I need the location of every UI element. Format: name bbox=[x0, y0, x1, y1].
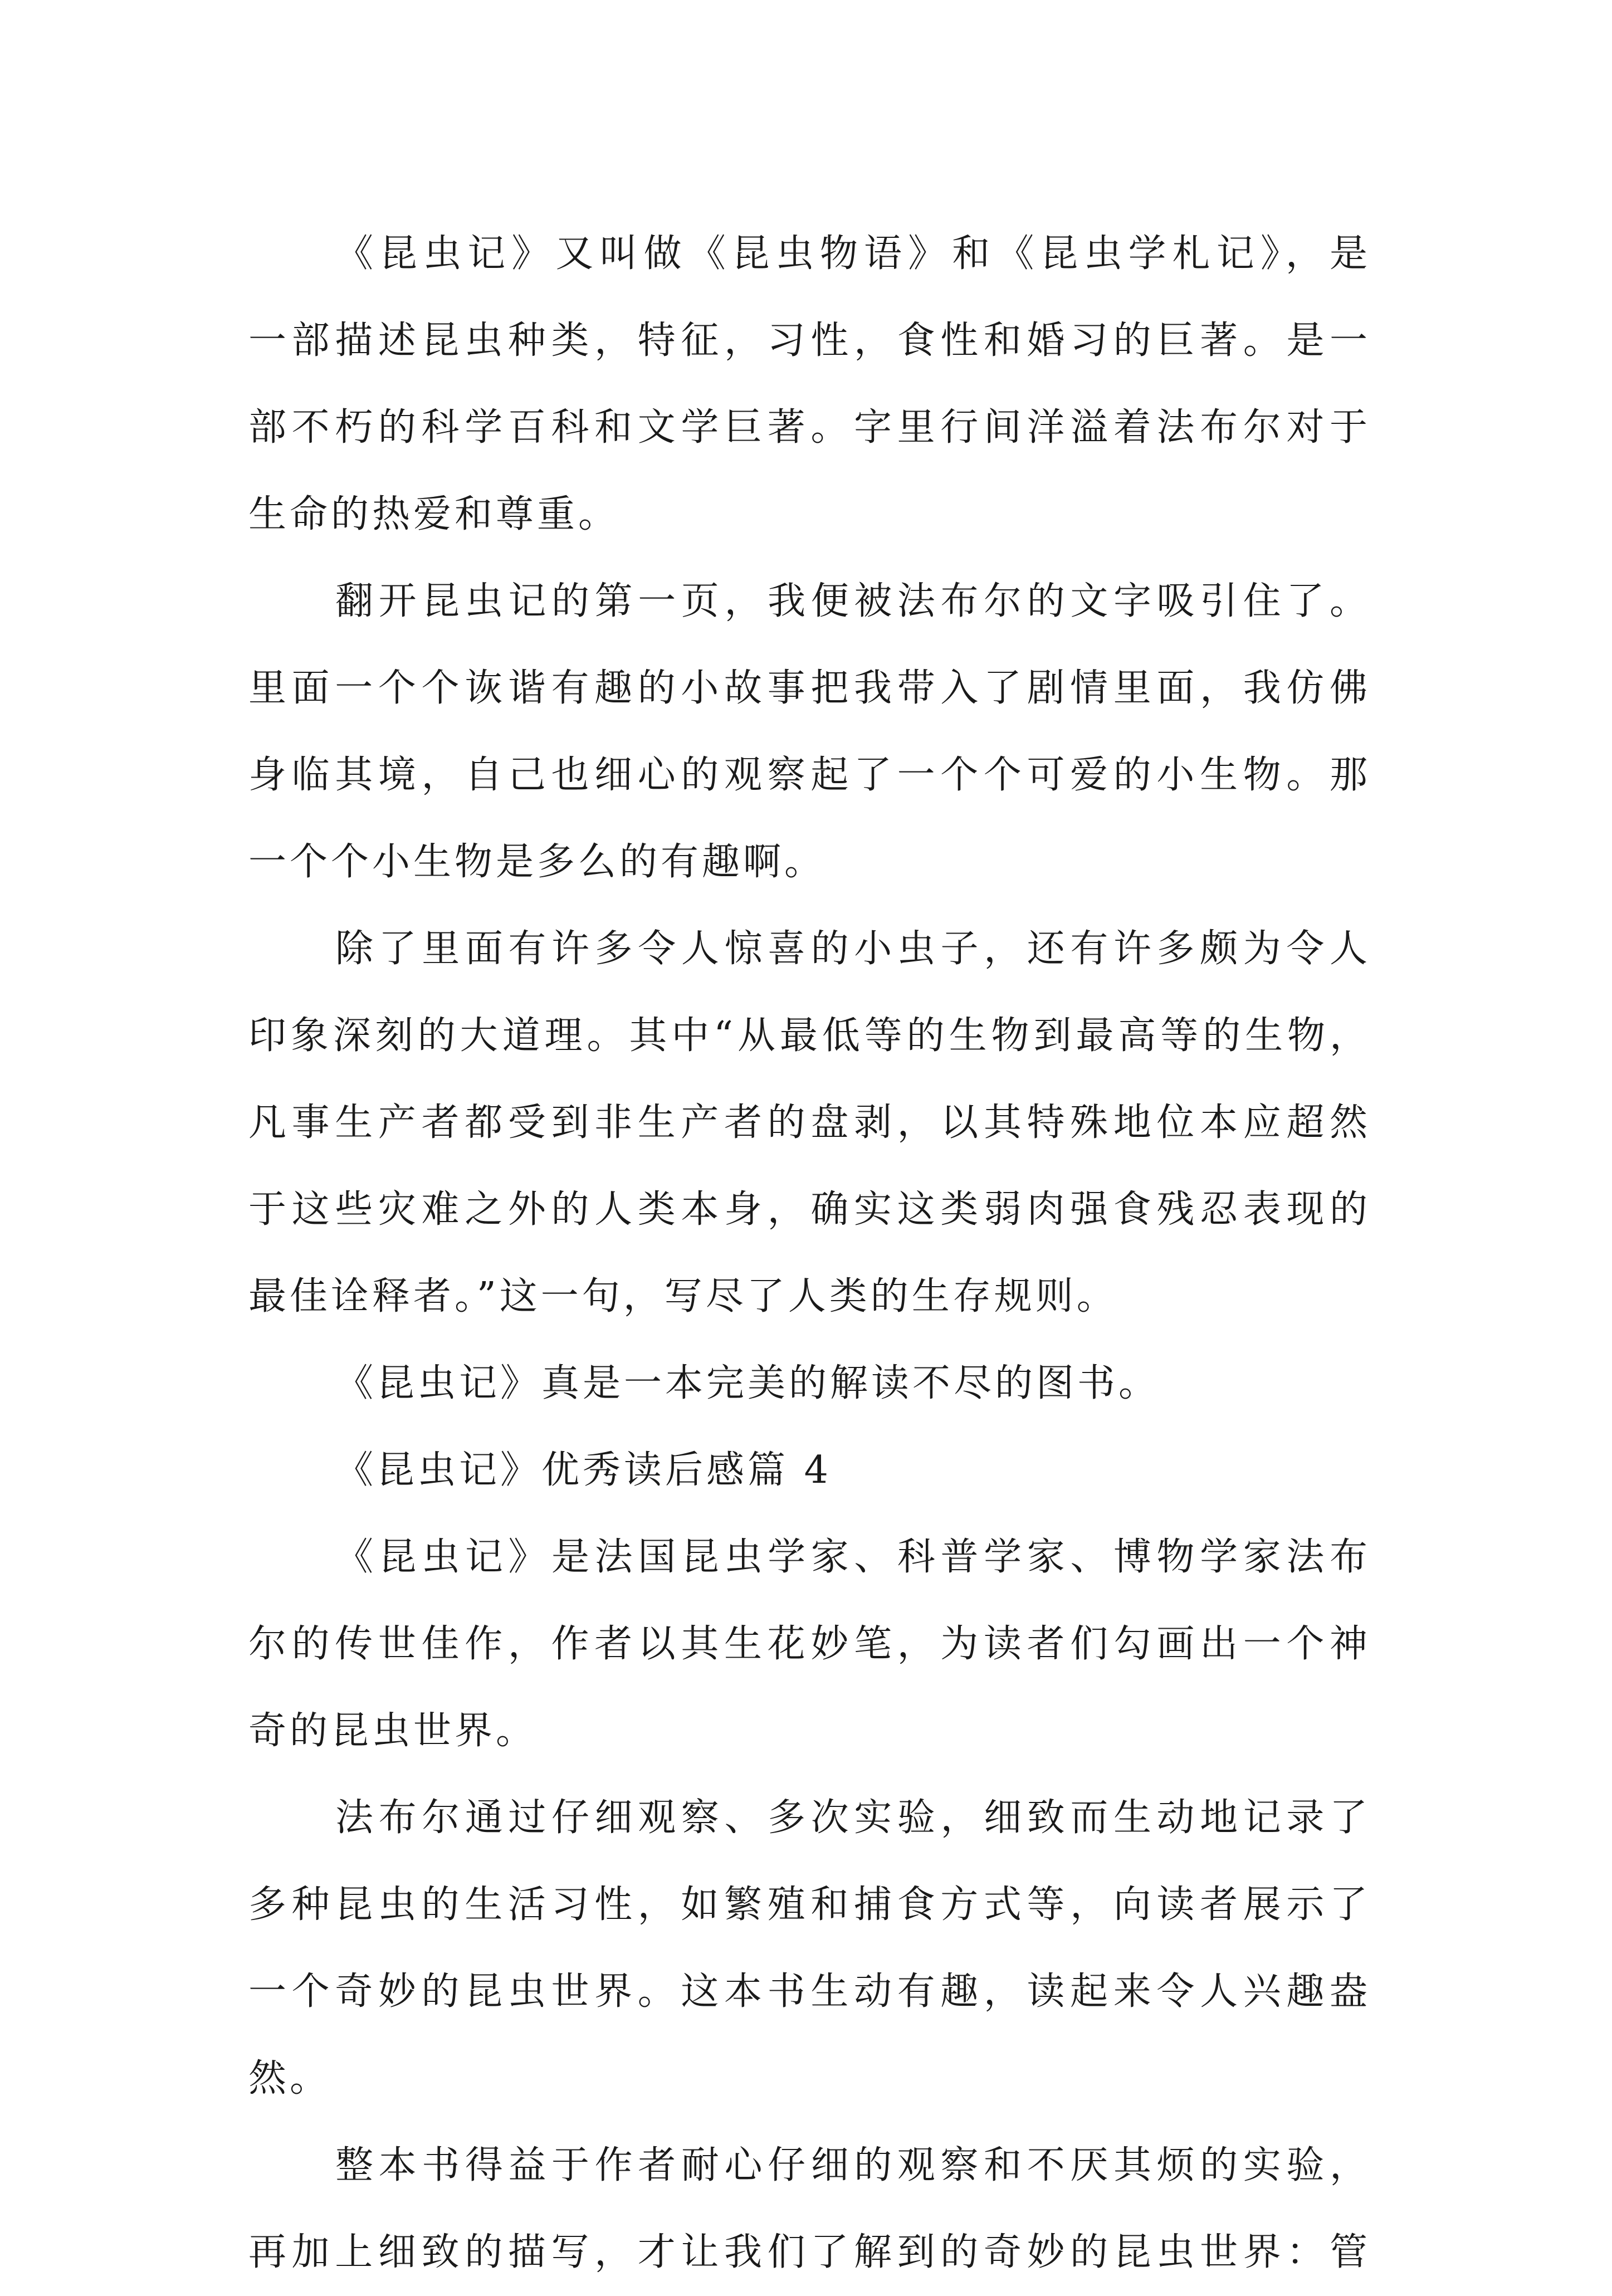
text-line: 除了里面有许多令人惊喜的小虫子，还有许多颇为令人 bbox=[335, 927, 1371, 971]
text-line: 印象深刻的大道理。其中“从最低等的生物到最高等的生物， bbox=[248, 1014, 1371, 1058]
text-line: 里面一个个诙谐有趣的小故事把我带入了剧情里面，我仿佛 bbox=[248, 666, 1371, 710]
text-line: 然。 bbox=[248, 2056, 331, 2100]
text-line: 于这些灾难之外的人类本身，确实这类弱肉强食残忍表现的 bbox=[248, 1188, 1371, 1232]
text-line: 奇的昆虫世界。 bbox=[248, 1709, 538, 1753]
text-line: 最佳诠释者。”这一句，写尽了人类的生存规则。 bbox=[248, 1274, 1118, 1318]
text-line: 法布尔通过仔细观察、多次实验，细致而生动地记录了 bbox=[335, 1796, 1371, 1840]
text-line: 《昆虫记》是法国昆虫学家、科普学家、博物学家法布 bbox=[335, 1535, 1371, 1579]
text-line: 翻开昆虫记的第一页，我便被法布尔的文字吸引住了。 bbox=[335, 579, 1371, 623]
text-line: 部不朽的科学百科和文学巨著。字里行间洋溢着法布尔对于 bbox=[248, 406, 1371, 450]
text-line: 一个奇妙的昆虫世界。这本书生动有趣，读起来令人兴趣盎 bbox=[248, 1970, 1371, 2014]
text-line: 尔的传世佳作，作者以其生花妙笔，为读者们勾画出一个神 bbox=[248, 1622, 1371, 1666]
text-line: 一个个小生物是多么的有趣啊。 bbox=[248, 840, 826, 884]
text-line: 凡事生产者都受到非生产者的盘剥，以其特殊地位本应超然 bbox=[248, 1101, 1371, 1145]
text-line: 整本书得益于作者耐心仔细的观察和不厌其烦的实验， bbox=[335, 2143, 1371, 2187]
text-line: 一部描述昆虫种类，特征，习性，食性和婚习的巨著。是一 bbox=[248, 319, 1371, 363]
text-line: 《昆虫记》又叫做《昆虫物语》和《昆虫学札记》，是 bbox=[335, 232, 1371, 276]
text-line: 《昆虫记》真是一本完美的解读不尽的图书。 bbox=[335, 1361, 1160, 1405]
text-line: 再加上细致的描写，才让我们了解到的奇妙的昆虫世界：管 bbox=[248, 2230, 1371, 2274]
body-text bbox=[248, 211, 1371, 2296]
text-line: 身临其境，自己也细心的观察起了一个个可爱的小生物。那 bbox=[248, 753, 1371, 797]
text-line: 多种昆虫的生活习性，如繁殖和捕食方式等，向读者展示了 bbox=[248, 1883, 1371, 1927]
text-line: 生命的热爱和尊重。 bbox=[248, 492, 620, 536]
section-heading: 《昆虫记》优秀读后感篇 4 bbox=[335, 1448, 832, 1492]
